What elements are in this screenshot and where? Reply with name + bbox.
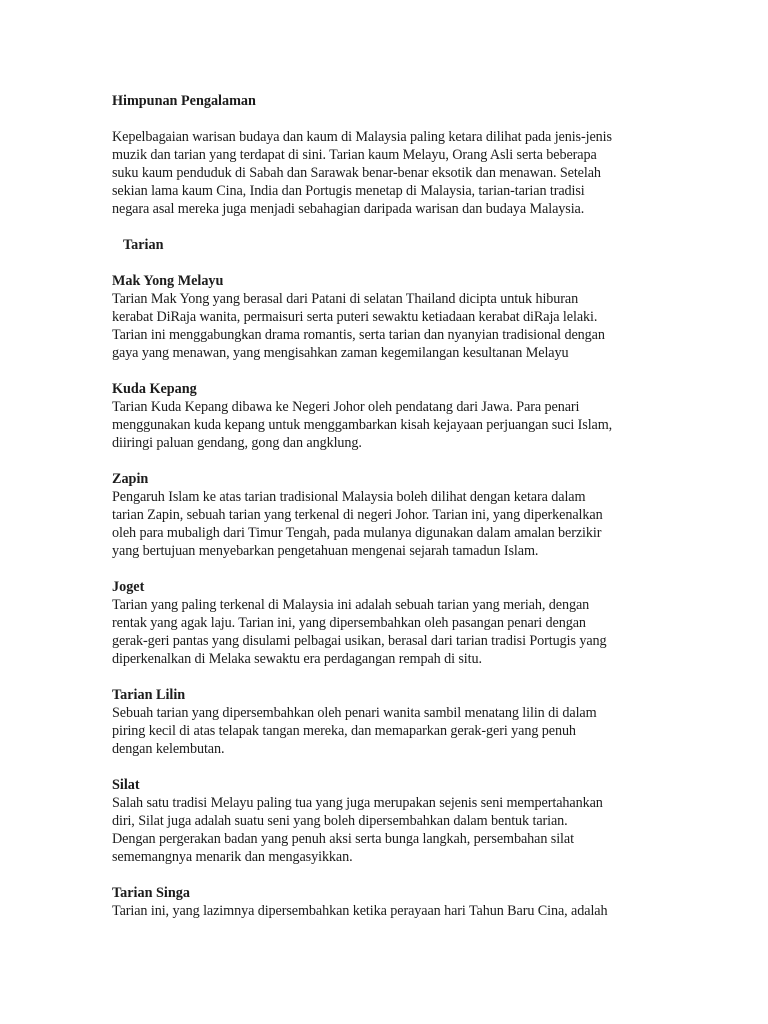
dance-description: [112, 794, 660, 866]
dance-line: diri, Silat juga adalah suatu seni yang boleh dipersembahkan dalam bentuk tarian.: [112, 813, 568, 829]
intro-line: muzik dan tarian yang terdapat di sini. Tarian kaum Melayu, Orang Asli serta beberapa: [112, 147, 597, 163]
dance-description: [112, 488, 660, 560]
dance-line: tarian Zapin, sebuah tarian yang terkenal di negeri Johor. Tarian ini, yang diperkenalkan: [112, 507, 603, 523]
dance-title: Tarian Singa: [112, 885, 190, 901]
dance-description: [112, 596, 660, 668]
dance-line: Tarian yang paling terkenal di Malaysia ini adalah sebuah tarian yang meriah, dengan: [112, 597, 590, 613]
dance-section-silat: [112, 776, 660, 866]
intro-line: sekian lama kaum Cina, India dan Portugis menetap di Malaysia, tarian-tarian tradisi: [112, 183, 585, 199]
dance-line: gerak-geri pantas yang disulami pelbagai usikan, berasal dari tarian tradisi Portugis yang: [112, 633, 607, 649]
dance-line: sememangnya menarik dan mengasyikkan.: [112, 849, 353, 865]
dance-section-tarian-lilin: [112, 686, 660, 758]
dance-line: Tarian ini, yang lazimnya dipersembahkan ketika perayaan hari Tahun Baru Cina, adalah: [112, 903, 608, 919]
dance-title: Joget: [112, 579, 145, 595]
dance-line: yang bertujuan menyebarkan pengetahuan mengenai sejarah tamadun Islam.: [112, 543, 539, 559]
dance-line: kerabat DiRaja wanita, permaisuri serta puteri sewaktu ketiadaan kerabat diRaja lelaki.: [112, 309, 598, 325]
dance-line: diperkenalkan di Melaka sewaktu era perdagangan rempah di situ.: [112, 651, 482, 667]
intro-paragraph: [112, 128, 660, 218]
dance-title: Tarian Lilin: [112, 687, 186, 703]
dance-line: Pengaruh Islam ke atas tarian tradisional Malaysia boleh dilihat dengan ketara dalam: [112, 489, 586, 505]
dance-description: [112, 398, 660, 452]
document-title: Himpunan Pengalaman: [112, 93, 256, 109]
dance-line: gaya yang menawan, yang mengisahkan zaman kegemilangan kesultanan Melayu: [112, 345, 569, 361]
document-content: [112, 92, 660, 920]
dance-line: Dengan pergerakan badan yang penuh aksi serta bunga langkah, persembahan silat: [112, 831, 574, 847]
dance-title: Silat: [112, 777, 140, 793]
dance-title: Kuda Kepang: [112, 381, 197, 397]
dance-line: Tarian ini menggabungkan drama romantis, serta tarian dan nyanyian tradisional dengan: [112, 327, 605, 343]
dance-line: Salah satu tradisi Melayu paling tua yang juga merupakan sejenis seni mempertahankan: [112, 795, 603, 811]
dance-line: rentak yang agak laju. Tarian ini, yang dipersembahkan oleh pasangan penari dengan: [112, 615, 586, 631]
dance-description: [112, 902, 660, 920]
dance-title: Zapin: [112, 471, 149, 487]
dance-line: diiringi paluan gendang, gong dan angklung.: [112, 435, 362, 451]
section-heading-tarian: Tarian: [123, 237, 164, 253]
dance-section-zapin: [112, 470, 660, 560]
dance-description: [112, 704, 660, 758]
dance-line: oleh para mubaligh dari Timur Tengah, pada mulanya digunakan dalam amalan berzikir: [112, 525, 602, 541]
dance-title: Mak Yong Melayu: [112, 273, 224, 289]
dance-section-joget: [112, 578, 660, 668]
dance-description: [112, 290, 660, 362]
dance-line: dengan kelembutan.: [112, 741, 225, 757]
intro-line: negara asal mereka juga menjadi sebahagian daripada warisan dan budaya Malaysia.: [112, 201, 585, 217]
intro-line: Kepelbagaian warisan budaya dan kaum di Malaysia paling ketara dilihat pada jenis-jenis: [112, 129, 612, 145]
dance-section-mak-yong: [112, 272, 660, 362]
dance-line: piring kecil di atas telapak tangan mereka, dan memaparkan gerak-geri yang penuh: [112, 723, 576, 739]
intro-line: suku kaum penduduk di Sabah dan Sarawak benar-benar eksotik dan menawan. Setelah: [112, 165, 601, 181]
dance-line: menggunakan kuda kepang untuk menggambarkan kisah kejayaan perjuangan suci Islam,: [112, 417, 613, 433]
dance-line: Sebuah tarian yang dipersembahkan oleh penari wanita sambil menatang lilin di dalam: [112, 705, 597, 721]
dance-line: Tarian Kuda Kepang dibawa ke Negeri Johor oleh pendatang dari Jawa. Para penari: [112, 399, 580, 415]
dance-section-kuda-kepang: [112, 380, 660, 452]
dance-section-tarian-singa: [112, 884, 660, 920]
dance-line: Tarian Mak Yong yang berasal dari Patani di selatan Thailand dicipta untuk hiburan: [112, 291, 579, 307]
